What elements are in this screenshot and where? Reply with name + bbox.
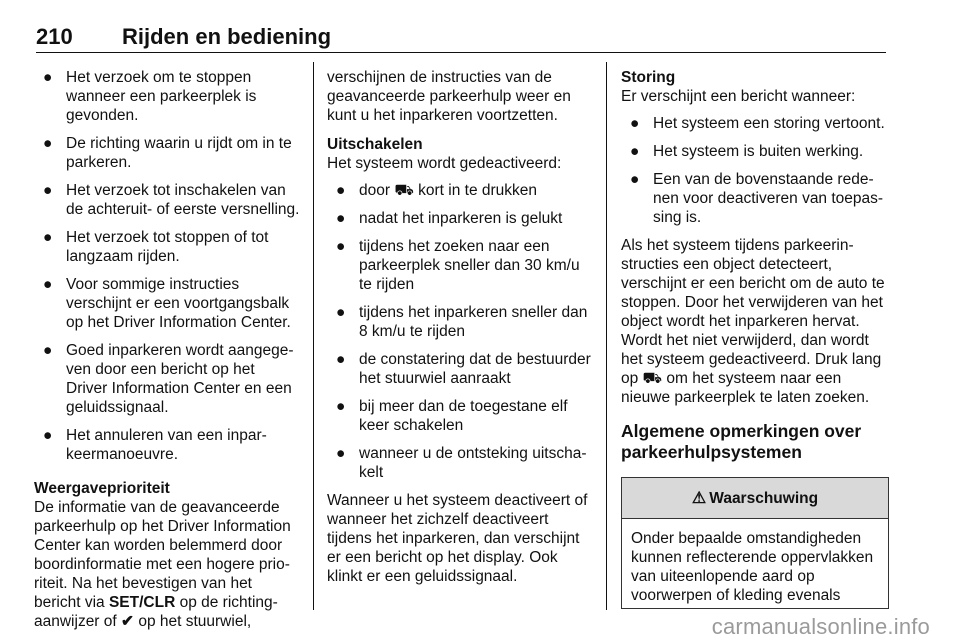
bullet-icon: ● (43, 229, 53, 246)
list-item: ● door ⛟ kort in te drukken (336, 182, 538, 199)
column-divider (313, 62, 314, 610)
column-divider (606, 62, 607, 610)
bullet-icon: ● (630, 115, 640, 132)
list-item: ● nadat het inparkeren is gelukt (336, 210, 563, 227)
deactivation-list (327, 181, 591, 482)
list-item: ● wanneer u de ontsteking uitschakelt (336, 445, 587, 481)
bullet-icon: ● (336, 304, 346, 321)
warning-header (622, 478, 888, 519)
continuation-paragraph: verschijnen de instructies van de geavanceerde parkeerhulp weer en kunt u het inparkeren voortzetten. (327, 69, 571, 124)
bullet-icon: ● (43, 182, 53, 199)
bullet-icon: ● (630, 143, 640, 160)
priority-heading: Weergaveprioriteit (34, 480, 170, 497)
bullet-icon: ● (43, 135, 53, 152)
set-clr-label: SET/CLR (108, 594, 176, 611)
page-header (36, 24, 886, 53)
warning-title: Waarschuwing (709, 489, 819, 507)
page-number: 210 (36, 24, 73, 49)
bullet-icon: ● (336, 351, 346, 368)
general-heading: Algemene opmerkingen over parkeerhulpsystemen (621, 421, 862, 462)
list-item: ● De richting waarin u rijdt om in te parkeren. (43, 135, 292, 171)
instruction-list (34, 68, 300, 464)
list-item: ● Goed inparkeren wordt aangegeven door een bericht op het Driver Information Center en een geluidssignaal. (43, 342, 294, 416)
list-item: ● Het systeem is buiten werking. (630, 143, 864, 160)
list-item: ● tijdens het inparkeren sneller dan 8 km/u te rijden (336, 304, 588, 340)
bullet-icon: ● (336, 398, 346, 415)
column-2 (327, 68, 591, 596)
bullet-icon: ● (43, 427, 53, 444)
list-item: ● Het annuleren van een inparkeermanoeuvre. (43, 427, 267, 463)
list-item: ● Het verzoek tot inschakelen van de achteruit- of eerste versnelling. (43, 182, 300, 218)
list-item: ● Voor sommige instructies verschijnt er een voortgangsbalk op het Driver Information Center. (43, 276, 291, 331)
bullet-icon: ● (43, 276, 53, 293)
fault-paragraph: Als het systeem tijdens parkeerinstructies een object detecteert, verschijnt er een bericht om de auto te stoppen. Door het verwijderen van het object wordt het inparkeren hervat. Wordt het niet verwijderd, dan wordt het systeem gedeactiveerd. Druk lang op ⛟ om het systeem naar een nieuwe parkeerplek te laten zoeken. (621, 237, 885, 406)
bullet-icon: ● (336, 445, 346, 462)
watermark: carmanualsonline.info (711, 614, 930, 639)
bullet-icon: ● (43, 342, 53, 359)
priority-paragraph: De informatie van de geavanceerde parkeerhulp op het Driver Information Center kan worden belemmerd door boordinformatie met een hogere prioriteit. Na het bevestigen van het bericht via SET/CLR op de richtingaanwijzer of ✔ op het stuurwiel, (34, 499, 291, 630)
column-3 (621, 68, 889, 609)
warning-box (621, 477, 889, 609)
off-heading: Uitschakelen (327, 136, 423, 153)
bullet-icon: ● (336, 182, 346, 199)
bullet-icon: ● (43, 69, 53, 86)
list-item: ● Het verzoek om te stoppen wanneer een parkeerplek is gevonden. (43, 69, 257, 124)
list-item: ● bij meer dan de toegestane elf keer schakelen (336, 398, 568, 434)
list-item: ● tijdens het zoeken naar een parkeerplek sneller dan 30 km/u te rijden (336, 238, 580, 293)
list-item: ● de constatering dat de bestuurder het stuurwiel aanraakt (336, 351, 591, 387)
bullet-icon: ● (336, 210, 346, 227)
fault-heading: Storing (621, 69, 676, 86)
fault-intro: Er verschijnt een bericht wanneer: (621, 88, 856, 105)
column-1 (34, 68, 300, 641)
list-item: ● Het systeem een storing vertoont. (630, 115, 885, 132)
list-item: ● Het verzoek tot stoppen of tot langzaam rijden. (43, 229, 269, 265)
check-icon: ✔ (121, 613, 135, 630)
warning-icon: ⚠ (691, 489, 707, 507)
bullet-icon: ● (336, 238, 346, 255)
section-title: Rijden en bediening (122, 24, 332, 49)
closing-paragraph: Wanneer u het systeem deactiveert of wanneer het zichzelf deactiveert tijdens het inparkeren, dan verschijnt er een bericht op het display. Ook klinkt er een geluidssignaal. (327, 492, 588, 585)
off-intro: Het systeem wordt gedeactiveerd: (327, 155, 562, 172)
bullet-icon: ● (630, 171, 640, 188)
warning-text: Onder bepaalde omstandigheden kunnen reflecterende oppervlakken van uiteenlopende aard op voorwerpen of kleding evenals (631, 530, 874, 604)
fault-list (621, 114, 889, 227)
list-item: ● Een van de bovenstaande redenen voor deactiveren van toepassing is. (630, 171, 884, 226)
